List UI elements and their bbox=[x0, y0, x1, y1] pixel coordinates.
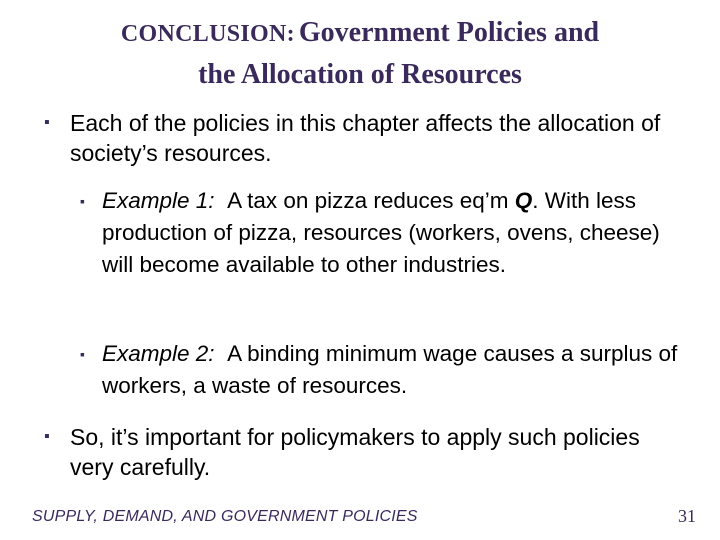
bullet-marker-icon: ▪ bbox=[80, 193, 85, 209]
bullet-4 bbox=[44, 422, 664, 482]
bullet-3-body: A binding minimum wage causes a surplus of workers, a waste of resources. bbox=[102, 341, 678, 398]
title-line-1 bbox=[40, 14, 680, 56]
bullet-3 bbox=[80, 338, 680, 402]
bullet-marker-icon: ▪ bbox=[44, 114, 50, 131]
bullet-2-q: Q bbox=[514, 188, 533, 213]
title-main-1: Government Policies and bbox=[298, 17, 600, 48]
bullet-2-text bbox=[102, 185, 680, 281]
bullet-2-label: Example 1: bbox=[102, 188, 215, 213]
bullet-4-text: So, it’s important for policymakers to apply such policies very carefully. bbox=[70, 424, 640, 480]
bullet-3-label: Example 2: bbox=[102, 341, 215, 366]
bullet-marker-icon: ▪ bbox=[80, 346, 85, 362]
bullet-2 bbox=[80, 185, 680, 281]
slide-title bbox=[40, 14, 680, 94]
bullet-marker-icon: ▪ bbox=[44, 428, 50, 445]
title-main-2: the Allocation of Resources bbox=[198, 59, 522, 90]
bullet-1-text: Each of the policies in this chapter affects the allocation of society’s resources. bbox=[70, 110, 661, 166]
page-number: 31 bbox=[678, 506, 696, 526]
bullet-2-text-a: A tax on pizza reduces eq’m bbox=[227, 188, 509, 213]
bullet-2-text-b: . With less production of pizza, resources (workers, ovens, cheese) will become available to other industries. bbox=[102, 188, 660, 277]
bullet-3-text bbox=[102, 338, 680, 402]
bullet-1 bbox=[44, 108, 664, 168]
title-lead: CONCLUSION: bbox=[120, 21, 295, 47]
footer-text: SUPPLY, DEMAND, AND GOVERNMENT POLICIES bbox=[32, 508, 418, 525]
